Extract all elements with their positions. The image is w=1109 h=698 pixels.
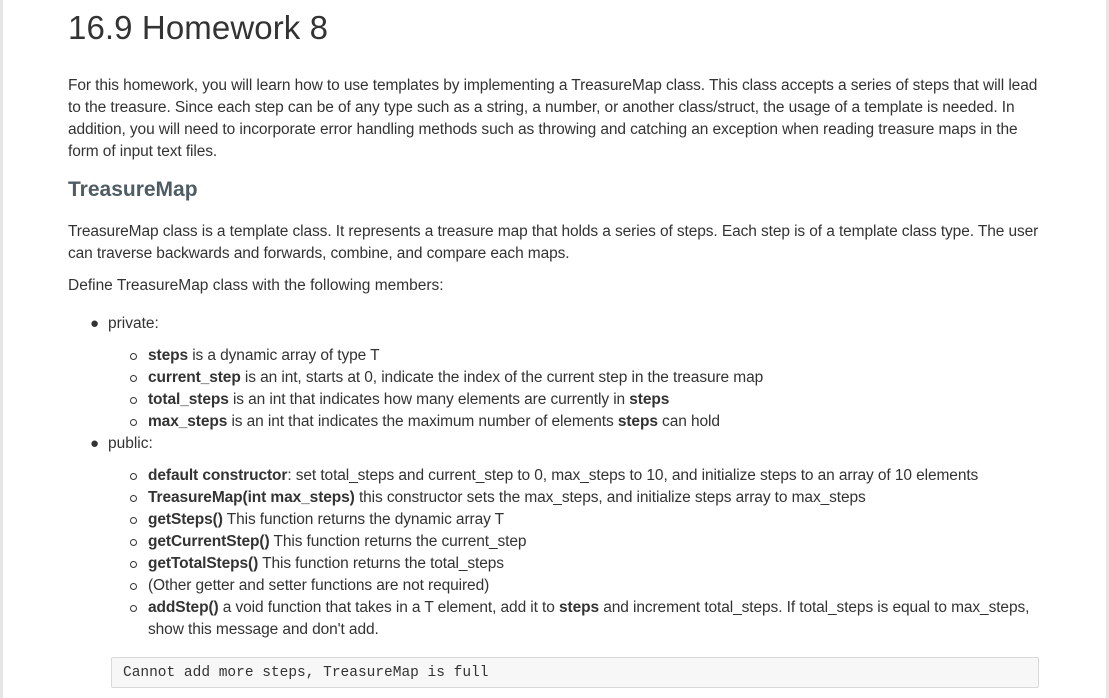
- circle-bullet-icon: [130, 353, 137, 360]
- member-name: current_step: [148, 369, 241, 386]
- list-item: [108, 367, 1043, 389]
- circle-bullet-icon: [130, 605, 137, 612]
- member-name: addStep(): [148, 599, 219, 616]
- circle-bullet-icon: [130, 397, 137, 404]
- list-item: [108, 553, 1043, 575]
- list-item: [108, 509, 1043, 531]
- treasuremap-heading: TreasureMap: [68, 178, 198, 201]
- member-description: is an int that indicates the maximum number of elements: [227, 413, 618, 430]
- public-members-list: [108, 465, 1043, 641]
- circle-bullet-icon: [130, 561, 137, 568]
- member-description: is a dynamic array of type T: [188, 347, 380, 364]
- list-item: [108, 531, 1043, 553]
- member-name: TreasureMap(int max_steps): [148, 489, 355, 506]
- member-description: This function returns the total_steps: [258, 555, 504, 572]
- list-item: [108, 345, 1043, 367]
- member-name: steps: [148, 347, 188, 364]
- list-item: [108, 487, 1043, 509]
- member-description: is an int that indicates how many elements are currently in: [228, 391, 630, 408]
- circle-bullet-icon: [130, 517, 137, 524]
- circle-bullet-icon: [130, 539, 137, 546]
- section-title: 16.9 Homework 8: [68, 9, 329, 46]
- member-name: getSteps(): [148, 511, 223, 528]
- member-description: a void function that takes in a T element, add it to: [218, 599, 559, 616]
- list-item: [108, 411, 1043, 433]
- member-description-end: and increment total_steps. If total_steps is equal to max_steps, show this message and don't add.: [148, 599, 1030, 638]
- list-item: [108, 465, 1043, 487]
- private-members-list: [108, 345, 1043, 433]
- private-label: private:: [108, 315, 159, 332]
- list-item: [108, 597, 1043, 641]
- define-instruction: Define TreasureMap class with the following members:: [68, 277, 444, 294]
- member-description: This function returns the current_step: [269, 533, 527, 550]
- member-name-ref: steps: [559, 599, 599, 616]
- member-name: max_steps: [148, 413, 228, 430]
- bullet-icon: ●: [90, 315, 100, 332]
- list-item: [108, 389, 1043, 411]
- circle-bullet-icon: [130, 583, 137, 590]
- member-description: (Other getter and setter functions are not required): [148, 577, 490, 594]
- public-section: [68, 433, 1043, 641]
- private-section: [68, 313, 1043, 433]
- member-name: total_steps: [148, 391, 229, 408]
- circle-bullet-icon: [130, 473, 137, 480]
- code-block: Cannot add more steps, TreasureMap is full: [111, 657, 1039, 688]
- public-label: public:: [108, 435, 153, 452]
- circle-bullet-icon: [130, 495, 137, 502]
- member-name-ref: steps: [617, 413, 658, 430]
- class-description: TreasureMap class is a template class. It represents a treasure map that holds a series of steps. Each step is of a template class type. The user can traverse backwards and forwards, combine, and compare each maps.: [68, 223, 1039, 262]
- members-list: [68, 313, 1043, 641]
- member-name: default constructor: [148, 467, 288, 484]
- member-description: : set total_steps and current_step to 0, max_steps to 10, and initialize steps to an array of 10 elements: [287, 467, 979, 484]
- member-name: getTotalSteps(): [148, 555, 259, 572]
- member-description: is an int, starts at 0, indicate the index of the current step in the treasure map: [240, 369, 764, 386]
- circle-bullet-icon: [130, 419, 137, 426]
- list-item: [108, 575, 1043, 597]
- member-name: getCurrentStep(): [148, 533, 270, 550]
- intro-paragraph: For this homework, you will learn how to use templates by implementing a TreasureMap class. This class accepts a series of steps that will lead to the treasure. Since each step can be of any type such as a string, a number, or another class/struct, the usage of a template is needed. In addition, you will need to incorporate error handling methods such as throwing and catching an exception when reading treasure maps in the form of input text files.: [68, 77, 1038, 160]
- member-description: This function returns the dynamic array T: [222, 511, 505, 528]
- member-description-end: can hold: [657, 413, 720, 430]
- member-description: this constructor sets the max_steps, and initialize steps array to max_steps: [354, 489, 866, 506]
- member-name-ref: steps: [629, 391, 670, 408]
- circle-bullet-icon: [130, 375, 137, 382]
- bullet-icon: ●: [90, 435, 100, 452]
